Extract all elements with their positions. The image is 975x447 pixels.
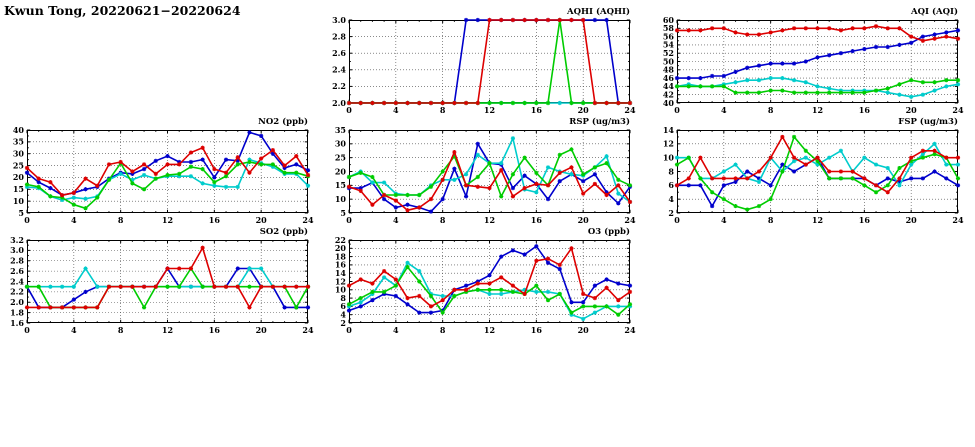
chart-o3-plot: [328, 223, 636, 335]
aqi-series-blue: [675, 28, 960, 80]
o3-xtick-label: 16: [530, 325, 542, 335]
o3-ytick-label: 18: [334, 251, 346, 262]
fsp-title: FSP (ug/m3): [898, 117, 958, 127]
aqhi-title: AQHI (AQHI): [566, 7, 630, 17]
no2-xtick-label: 12: [161, 215, 174, 225]
fsp-xtick-label: 24: [952, 215, 964, 225]
rsp-xtick-label: 20: [577, 215, 589, 225]
so2-xtick-label: 0: [24, 325, 30, 335]
o3-ytick-label: 10: [334, 284, 346, 295]
chart-fsp: [656, 113, 964, 225]
aqhi-xtick-label: 8: [439, 105, 446, 115]
aqi-ytick-label: 58: [662, 23, 674, 34]
aqi-xtick-label: 24: [952, 105, 964, 115]
so2-ytick-label: 1.6: [10, 317, 24, 328]
aqi-xtick-label: 16: [858, 105, 870, 115]
no2-ytick-label: 20: [12, 172, 24, 183]
fsp-series-green: [675, 135, 960, 212]
rsp-title: RSP (ug/m3): [569, 117, 630, 127]
fsp-ytick-label: 8: [668, 166, 674, 177]
aqi-ytick-label: 42: [662, 89, 674, 100]
aqhi-ytick-label: 2.6: [332, 48, 346, 58]
fsp-ytick-label: 4: [668, 193, 674, 204]
rsp-xtick-label: 4: [393, 215, 399, 225]
o3-xtick-label: 0: [346, 325, 352, 335]
no2-ytick-label: 40: [12, 124, 24, 135]
aqi-xtick-label: 12: [811, 105, 824, 115]
aqhi-ytick-label: 2.4: [332, 64, 346, 75]
no2-xtick-label: 8: [117, 215, 124, 225]
chart-o3: [328, 223, 636, 335]
chart-so2-plot: [6, 223, 314, 335]
o3-xtick-label: 12: [483, 325, 496, 335]
fsp-xtick-label: 20: [905, 215, 917, 225]
aqi-ytick-label: 46: [662, 72, 674, 83]
so2-ytick-label: 2.6: [10, 265, 24, 276]
o3-xtick-label: 20: [577, 325, 589, 335]
chart-aqi-plot: [656, 3, 964, 115]
o3-ytick-label: 22: [334, 234, 346, 245]
aqi-ytick-label: 50: [662, 56, 674, 67]
aqhi-grid: [349, 20, 630, 103]
aqhi-ytick-label: 3.0: [332, 14, 346, 25]
chart-no2: [6, 113, 314, 225]
o3-xtick-label: 4: [393, 325, 399, 335]
no2-xtick-label: 0: [24, 215, 30, 225]
no2-ytick-label: 15: [12, 184, 24, 195]
aqi-ytick-label: 60: [662, 14, 674, 25]
o3-ytick-label: 6: [340, 301, 346, 312]
aqi-ytick-label: 56: [662, 31, 674, 42]
rsp-ytick-label: 15: [334, 180, 346, 191]
o3-xtick-label: 24: [624, 325, 636, 335]
so2-ytick-label: 2.2: [10, 286, 24, 297]
o3-tick-labels: [335, 235, 636, 335]
aqi-xtick-label: 4: [721, 105, 727, 115]
o3-ytick-label: 16: [334, 259, 346, 270]
so2-ytick-label: 2.4: [10, 276, 24, 287]
no2-xtick-label: 16: [208, 215, 220, 225]
no2-xtick-label: 4: [71, 215, 77, 225]
fsp-ytick-label: 14: [662, 124, 674, 135]
o3-title: O3 (ppb): [587, 227, 630, 237]
rsp-tick-labels: [335, 125, 636, 225]
fsp-xtick-label: 4: [721, 215, 727, 225]
chart-rsp-plot: [328, 113, 636, 225]
aqi-xtick-label: 0: [674, 105, 680, 115]
so2-tick-labels: [10, 235, 314, 335]
rsp-xtick-label: 12: [483, 215, 496, 225]
rsp-xtick-label: 0: [346, 215, 352, 225]
fsp-tick-labels: [663, 125, 964, 225]
no2-xtick-label: 24: [302, 215, 314, 225]
no2-title: NO2 (ppb): [258, 117, 308, 127]
no2-ytick-label: 35: [12, 136, 24, 147]
aqi-ytick-label: 40: [662, 97, 674, 108]
aqhi-xtick-label: 20: [577, 105, 589, 115]
so2-xtick-label: 20: [255, 325, 267, 335]
no2-ytick-label: 5: [18, 207, 24, 218]
aqhi-ytick-label: 2.2: [332, 81, 346, 92]
o3-ytick-label: 2: [340, 317, 346, 328]
no2-xtick-label: 20: [255, 215, 267, 225]
aqi-ytick-label: 52: [662, 48, 674, 58]
chart-rsp: [328, 113, 636, 225]
aqi-title: AQI (AQI): [911, 7, 958, 17]
aqhi-ytick-label: 2.8: [332, 31, 346, 42]
aqhi-xtick-label: 12: [483, 105, 496, 115]
chart-aqhi-plot: [328, 3, 636, 115]
rsp-ytick-label: 20: [334, 166, 346, 177]
aqhi-xtick-label: 0: [346, 105, 352, 115]
fsp-ytick-label: 10: [662, 152, 674, 163]
so2-xtick-label: 16: [208, 325, 220, 335]
fsp-xtick-label: 0: [674, 215, 680, 225]
fsp-ytick-label: 6: [668, 180, 674, 191]
o3-ytick-label: 12: [334, 276, 346, 287]
chart-fsp-plot: [656, 113, 964, 225]
o3-ytick-label: 14: [334, 268, 346, 278]
so2-grid: [27, 240, 308, 323]
so2-ytick-label: 3.2: [10, 234, 24, 245]
rsp-xtick-label: 24: [624, 215, 636, 225]
so2-xtick-label: 24: [302, 325, 314, 335]
page-title: Kwun Tong, 20220621−20220624: [4, 3, 241, 18]
aqi-ytick-label: 44: [662, 81, 674, 92]
aqi-ytick-label: 54: [662, 39, 674, 50]
so2-ytick-label: 1.8: [10, 307, 24, 318]
rsp-xtick-label: 16: [530, 215, 542, 225]
so2-ytick-label: 2.0: [10, 297, 24, 308]
so2-ytick-label: 3.0: [10, 245, 24, 256]
so2-xtick-label: 4: [71, 325, 77, 335]
fsp-xtick-label: 12: [811, 215, 824, 225]
so2-ytick-label: 2.8: [10, 255, 24, 266]
aqhi-ytick-label: 2.0: [332, 97, 346, 108]
chart-aqhi: [328, 3, 636, 115]
aqi-ytick-label: 48: [662, 64, 674, 75]
rsp-ytick-label: 25: [334, 152, 346, 163]
no2-ytick-label: 10: [12, 195, 24, 206]
o3-ytick-label: 8: [340, 292, 346, 303]
fsp-ytick-label: 12: [662, 138, 674, 149]
so2-xtick-label: 12: [161, 325, 174, 335]
rsp-ytick-label: 5: [340, 207, 346, 218]
no2-tick-labels: [13, 125, 314, 225]
so2-title: SO2 (ppb): [259, 227, 308, 237]
aqhi-tick-labels: [332, 15, 636, 115]
o3-xtick-label: 8: [439, 325, 446, 335]
rsp-ytick-label: 30: [334, 138, 346, 149]
o3-ytick-label: 20: [334, 243, 346, 254]
chart-aqi: [656, 3, 964, 115]
aqhi-xtick-label: 16: [530, 105, 542, 115]
aqi-xtick-label: 20: [905, 105, 917, 115]
rsp-ytick-label: 35: [334, 124, 346, 135]
aqhi-xtick-label: 24: [624, 105, 636, 115]
no2-ytick-label: 30: [12, 148, 24, 159]
fsp-grid: [677, 130, 958, 213]
fsp-xtick-label: 16: [858, 215, 870, 225]
rsp-ytick-label: 10: [334, 193, 346, 204]
aqhi-xtick-label: 4: [393, 105, 399, 115]
chart-no2-plot: [6, 113, 314, 225]
chart-so2: [6, 223, 314, 335]
fsp-ytick-label: 2: [668, 207, 674, 218]
fsp-xtick-label: 8: [767, 215, 774, 225]
aqi-xtick-label: 8: [767, 105, 774, 115]
so2-xtick-label: 8: [117, 325, 124, 335]
rsp-xtick-label: 8: [439, 215, 446, 225]
o3-ytick-label: 4: [340, 309, 346, 320]
no2-ytick-label: 25: [12, 160, 24, 171]
